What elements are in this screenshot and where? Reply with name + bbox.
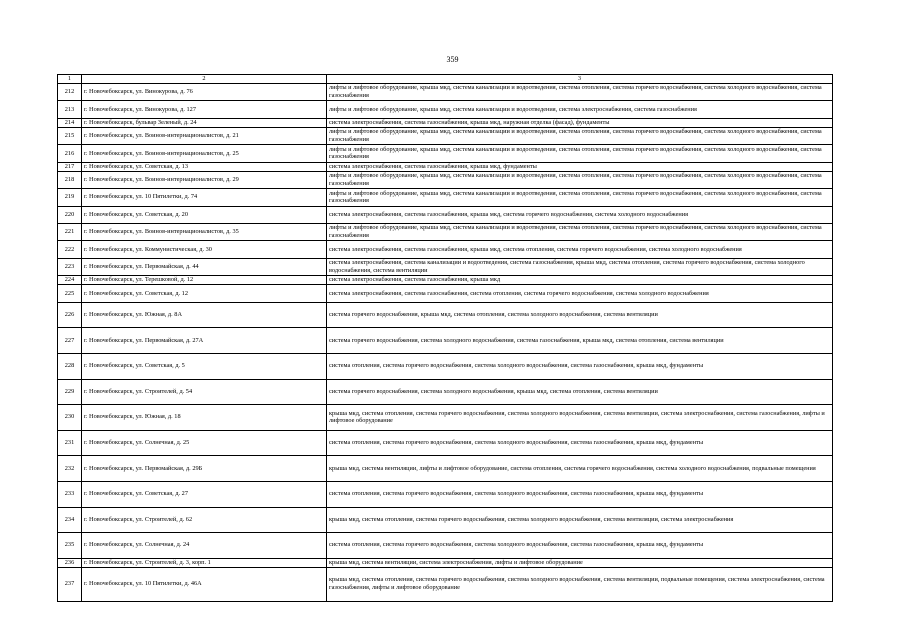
row-works: система горячего водоснабжения, система холодного водоснабжения, крыша мкд, система отопления, система вентиляции <box>327 379 833 405</box>
row-number: 228 <box>58 353 82 379</box>
row-number: 224 <box>58 276 82 285</box>
row-works: система отопления, система горячего водоснабжения, система холодного водоснабжения, система газоснабжения, крыша мкд, фундаменты <box>327 430 833 456</box>
table-header-row <box>58 75 833 84</box>
header-col-3: 3 <box>327 75 833 84</box>
row-number: 215 <box>58 127 82 144</box>
row-works: лифты и лифтовое оборудование, крыша мкд, система канализации и водоотведения, система отопления, система горячего водоснабжения, система холодного водоснабжения, система газоснабжения <box>327 224 833 241</box>
row-address: г. Новочебоксарск, ул. Воинов-интернационалистов, д. 35 <box>82 224 327 241</box>
row-number: 226 <box>58 302 82 328</box>
header-col-2: 2 <box>82 75 327 84</box>
row-number: 232 <box>58 456 82 482</box>
row-works: крыша мкд, система отопления, система горячего водоснабжения, система холодного водоснабжения, система вентиляции, подвальные помещения, система электроснабжения, система газоснабжения, лифты и лифтовое оборудование <box>327 567 833 601</box>
table-row <box>58 507 833 533</box>
row-works: лифты и лифтовое оборудование, крыша мкд, система канализации и водоотведения, система отопления, система горячего водоснабжения, система холодного водоснабжения, система газоснабжения <box>327 83 833 100</box>
row-number: 214 <box>58 118 82 127</box>
table-row <box>58 285 833 302</box>
row-works: система горячего водоснабжения, система холодного водоснабжения, система газоснабжения, крыша мкд, система отопления, система вентиляции <box>327 328 833 354</box>
row-works: лифты и лифтовое оборудование, крыша мкд, система канализации и водоотведения, система отопления, система горячего водоснабжения, система холодного водоснабжения, система газоснабжения <box>327 171 833 188</box>
row-number: 220 <box>58 206 82 223</box>
row-address: г. Новочебоксарск, ул. 10 Пятилетки, д. 74 <box>82 189 327 206</box>
row-number: 227 <box>58 328 82 354</box>
row-works: лифты и лифтовое оборудование, крыша мкд, система канализации и водоотведения, система отопления, система горячего водоснабжения, система холодного водоснабжения, система газоснабжения <box>327 127 833 144</box>
row-works: система отопления, система горячего водоснабжения, система холодного водоснабжения, система газоснабжения, крыша мкд, фундаменты <box>327 481 833 507</box>
row-number: 213 <box>58 101 82 118</box>
table-row <box>58 481 833 507</box>
row-number: 216 <box>58 145 82 162</box>
row-address: г. Новочебоксарск, ул. Терешковой, д. 12 <box>82 276 327 285</box>
row-number: 233 <box>58 481 82 507</box>
row-address: г. Новочебоксарск, ул. Солнечная, д. 25 <box>82 430 327 456</box>
row-number: 217 <box>58 162 82 171</box>
table-row <box>58 145 833 162</box>
table-row <box>58 241 833 258</box>
row-address: г. Новочебоксарск, бульвар Зеленый, д. 24 <box>82 118 327 127</box>
row-works: система электроснабжения, система газоснабжения, крыша мкд <box>327 276 833 285</box>
row-works: крыша мкд, система отопления, система горячего водоснабжения, система холодного водоснабжения, система вентиляции, система электроснабжения <box>327 507 833 533</box>
row-works: система горячего водоснабжения, крыша мкд, система отопления, система холодного водоснабжения, система вентиляции <box>327 302 833 328</box>
table-row <box>58 258 833 275</box>
table-row <box>58 405 833 431</box>
row-works: крыша мкд, система вентиляции, лифты и лифтовое оборудование, система отопления, система горячего водоснабжения, система холодного водоснабжения, подвальные помещения <box>327 456 833 482</box>
row-works: система электроснабжения, система газоснабжения, крыша мкд, система отопления, система горячего водоснабжения, система холодного водоснабжения <box>327 241 833 258</box>
table-row <box>58 206 833 223</box>
row-number: 236 <box>58 558 82 567</box>
table-row <box>58 162 833 171</box>
row-address: г. Новочебоксарск, ул. Винокурова, д. 127 <box>82 101 327 118</box>
row-works: крыша мкд, система отопления, система горячего водоснабжения, система холодного водоснабжения, система вентиляции, система электроснабжения, система газоснабжения, лифты и лифтовое оборудование <box>327 405 833 431</box>
row-works: крыша мкд, система вентиляции, система электроснабжения, лифты и лифтовое оборудование <box>327 558 833 567</box>
table-row <box>58 456 833 482</box>
row-number: 221 <box>58 224 82 241</box>
row-address: г. Новочебоксарск, ул. 10 Пятилетки, д. 46А <box>82 567 327 601</box>
row-works: система электроснабжения, система газоснабжения, система отопления, система горячего водоснабжения, система холодного водоснабжения <box>327 285 833 302</box>
row-address: г. Новочебоксарск, ул. Солнечная, д. 24 <box>82 533 327 559</box>
row-address: г. Новочебоксарск, ул. Строителей, д. 3, корп. 1 <box>82 558 327 567</box>
row-address: г. Новочебоксарск, ул. Южная, д. 8А <box>82 302 327 328</box>
row-number: 219 <box>58 189 82 206</box>
row-number: 230 <box>58 405 82 431</box>
works-table-body <box>58 75 833 602</box>
row-number: 229 <box>58 379 82 405</box>
row-works: система электроснабжения, система газоснабжения, крыша мкд, наружная отделка (фасад), фундаменты <box>327 118 833 127</box>
row-address: г. Новочебоксарск, ул. Южная, д. 18 <box>82 405 327 431</box>
table-row <box>58 171 833 188</box>
table-row <box>58 558 833 567</box>
row-address: г. Новочебоксарск, ул. Первомайская, д. 29Б <box>82 456 327 482</box>
row-address: г. Новочебоксарск, ул. Воинов-интернационалистов, д. 25 <box>82 145 327 162</box>
works-table <box>57 74 833 602</box>
row-number: 235 <box>58 533 82 559</box>
row-works: лифты и лифтовое оборудование, крыша мкд, система канализации и водоотведения, система отопления, система горячего водоснабжения, система холодного водоснабжения, система газоснабжения <box>327 145 833 162</box>
table-row <box>58 127 833 144</box>
row-works: система отопления, система горячего водоснабжения, система холодного водоснабжения, система газоснабжения, крыша мкд, фундаменты <box>327 533 833 559</box>
row-works: система электроснабжения, система газоснабжения, крыша мкд, фундаменты <box>327 162 833 171</box>
row-address: г. Новочебоксарск, ул. Советская, д. 20 <box>82 206 327 223</box>
table-row <box>58 302 833 328</box>
row-address: г. Новочебоксарск, ул. Воинов-интернационалистов, д. 29 <box>82 171 327 188</box>
row-number: 223 <box>58 258 82 275</box>
row-number: 222 <box>58 241 82 258</box>
table-row <box>58 353 833 379</box>
table-row <box>58 379 833 405</box>
table-row <box>58 83 833 100</box>
row-number: 212 <box>58 83 82 100</box>
row-address: г. Новочебоксарск, ул. Коммунистическая, д. 30 <box>82 241 327 258</box>
table-row <box>58 118 833 127</box>
row-address: г. Новочебоксарск, ул. Первомайская, д. 44 <box>82 258 327 275</box>
table-row <box>58 276 833 285</box>
row-number: 237 <box>58 567 82 601</box>
row-address: г. Новочебоксарск, ул. Советская, д. 12 <box>82 285 327 302</box>
row-address: г. Новочебоксарск, ул. Строителей, д. 54 <box>82 379 327 405</box>
row-works: система электроснабжения, система канализации и водоотведения, система газоснабжения, крыша мкд, система отопления, система горячего водоснабжения, система холодного водоснабжения, система вентиляции <box>327 258 833 275</box>
row-address: г. Новочебоксарск, ул. Строителей, д. 62 <box>82 507 327 533</box>
header-col-1: 1 <box>58 75 82 84</box>
table-row <box>58 567 833 601</box>
row-address: г. Новочебоксарск, ул. Советская, д. 5 <box>82 353 327 379</box>
row-works: лифты и лифтовое оборудование, крыша мкд, система канализации и водоотведения, система электроснабжения, система газоснабжения <box>327 101 833 118</box>
table-row <box>58 189 833 206</box>
row-address: г. Новочебоксарск, ул. Советская, д. 27 <box>82 481 327 507</box>
table-row <box>58 101 833 118</box>
row-works: лифты и лифтовое оборудование, крыша мкд, система канализации и водоотведения, система отопления, система горячего водоснабжения, система холодного водоснабжения, система газоснабжения <box>327 189 833 206</box>
row-address: г. Новочебоксарск, ул. Воинов-интернационалистов, д. 21 <box>82 127 327 144</box>
page-number: 359 <box>446 55 459 64</box>
row-works: система электроснабжения, система газоснабжения, крыша мкд, система горячего водоснабжения, система холодного водоснабжения <box>327 206 833 223</box>
row-address: г. Новочебоксарск, ул. Первомайская, д. 27А <box>82 328 327 354</box>
row-number: 225 <box>58 285 82 302</box>
row-number: 218 <box>58 171 82 188</box>
row-number: 231 <box>58 430 82 456</box>
table-row <box>58 224 833 241</box>
row-number: 234 <box>58 507 82 533</box>
row-address: г. Новочебоксарск, ул. Советская, д. 13 <box>82 162 327 171</box>
table-row <box>58 430 833 456</box>
table-row <box>58 328 833 354</box>
row-works: система отопления, система горячего водоснабжения, система холодного водоснабжения, система газоснабжения, крыша мкд, фундаменты <box>327 353 833 379</box>
row-address: г. Новочебоксарск, ул. Винокурова, д. 76 <box>82 83 327 100</box>
table-row <box>58 533 833 559</box>
